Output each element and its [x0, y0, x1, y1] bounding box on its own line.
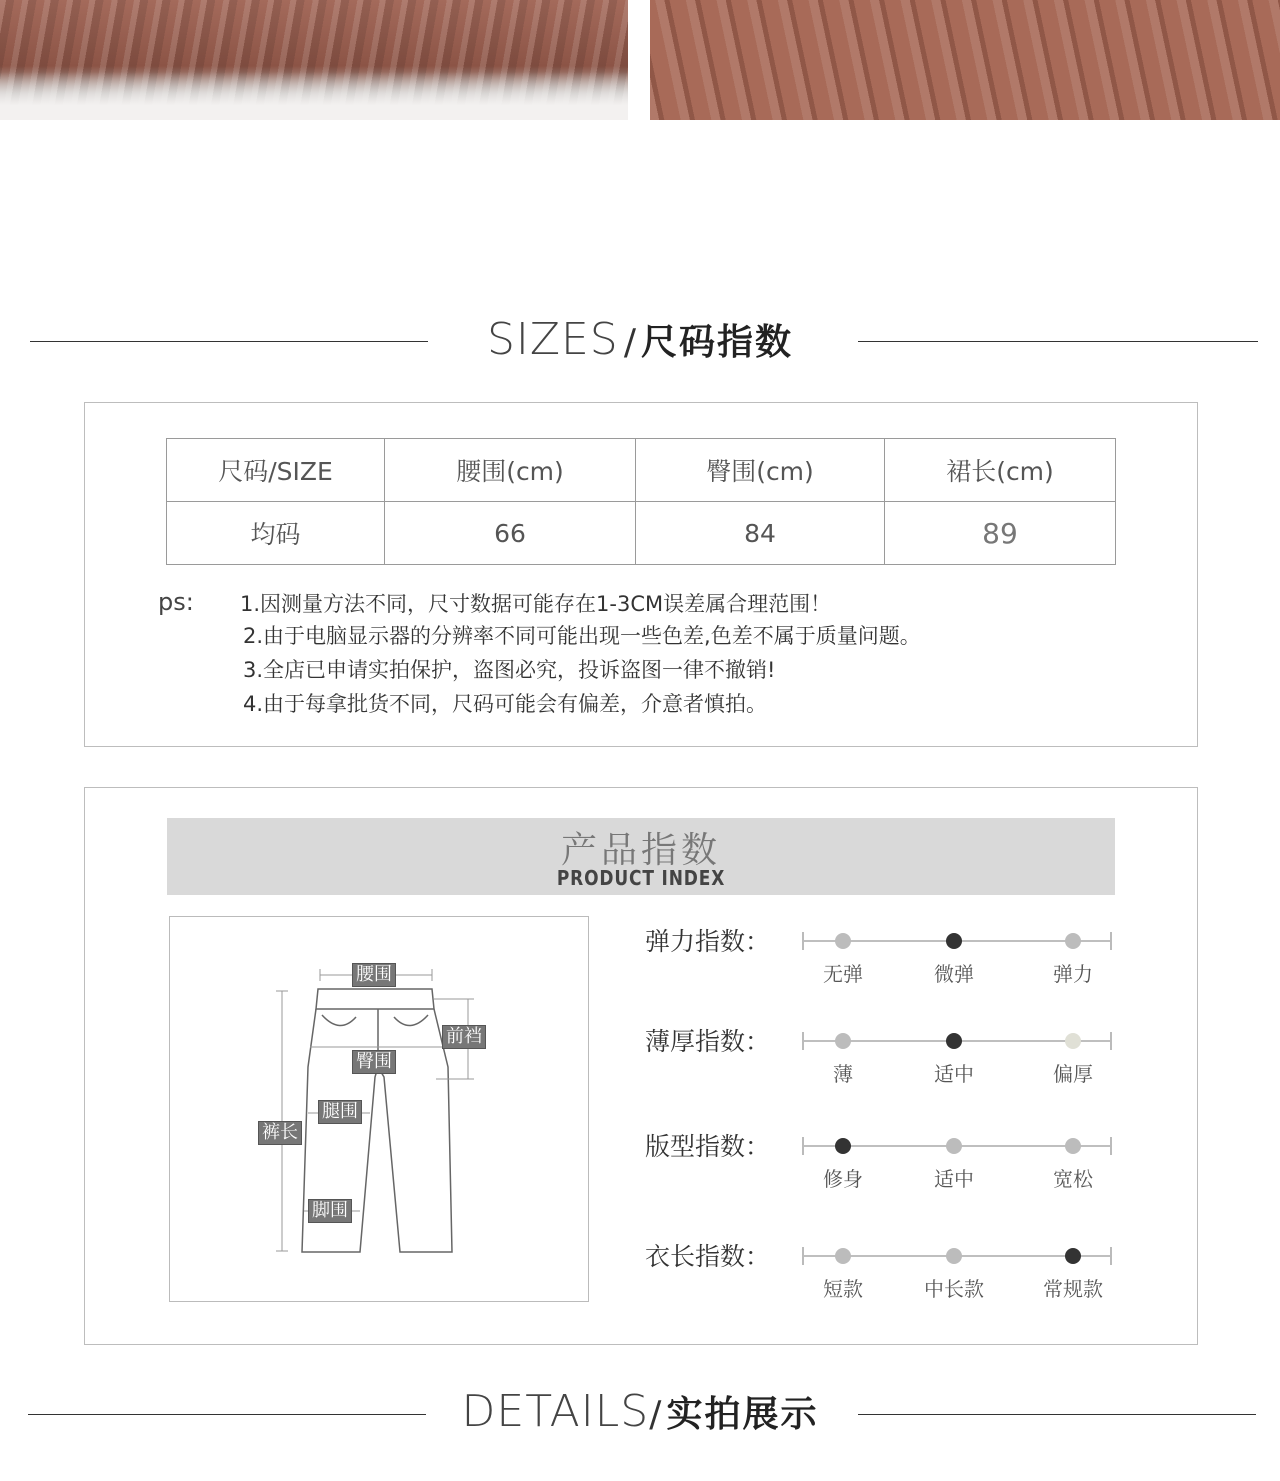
index-option-label: 宽松	[1053, 1167, 1093, 1191]
diagram-label-rise: 前裆	[442, 1025, 486, 1049]
index-option-label: 适中	[934, 1167, 974, 1191]
diagram-label-hem: 脚围	[308, 1199, 352, 1223]
index-option-label: 薄	[833, 1062, 853, 1086]
index-track-end	[1110, 1137, 1112, 1155]
index-option-label: 修身	[823, 1167, 863, 1191]
size-table-cell: 均码	[167, 502, 385, 565]
size-table-header: 腰围(cm)	[385, 439, 636, 502]
notes-label: ps:	[158, 588, 194, 616]
size-table	[166, 438, 1116, 565]
sizes-heading	[0, 314, 1280, 365]
index-dot	[946, 1138, 962, 1154]
note-line: 4.由于每拿批货不同，尺码可能会有偏差，介意者慎拍。	[243, 692, 768, 716]
index-option-label: 适中	[934, 1062, 974, 1086]
index-dot-selected	[946, 1033, 962, 1049]
index-dot-selected	[1065, 1248, 1081, 1264]
index-option-label: 常规款	[1043, 1277, 1103, 1301]
index-track-end	[1110, 1247, 1112, 1265]
index-dot-selected	[946, 933, 962, 949]
index-option-label: 无弹	[823, 962, 863, 986]
index-row-label: 弹力指数：	[645, 927, 771, 956]
index-option-label: 微弹	[934, 962, 974, 986]
index-option-label: 中长款	[924, 1277, 984, 1301]
diagram-label-waist: 腰围	[352, 963, 396, 987]
size-table-header: 尺码/SIZE	[167, 439, 385, 502]
sizes-heading-slash: /	[623, 322, 636, 363]
details-heading-en: DETAILS	[461, 1386, 650, 1437]
index-dot	[835, 1248, 851, 1264]
details-heading-slash: /	[649, 1394, 662, 1435]
index-dot	[1065, 933, 1081, 949]
index-row-label: 衣长指数：	[645, 1242, 771, 1271]
product-photo-left	[0, 0, 628, 120]
note-line: 3.全店已申请实拍保护，盗图必究，投诉盗图一律不撤销!	[243, 658, 776, 682]
product-index-banner	[167, 818, 1115, 895]
index-dot	[835, 933, 851, 949]
size-table-header-row	[167, 439, 1116, 502]
index-row-label: 薄厚指数：	[645, 1027, 771, 1056]
sizes-heading-en: SIZES	[486, 314, 619, 365]
index-row-label: 版型指数：	[645, 1132, 771, 1161]
index-dot	[1065, 1138, 1081, 1154]
index-track-end	[802, 1247, 804, 1265]
index-track-end	[1110, 932, 1112, 950]
diagram-label-length: 裤长	[258, 1121, 302, 1145]
note-line: 2.由于电脑显示器的分辨率不同可能出现一些色差,色差不属于质量问题。	[243, 624, 921, 648]
size-table-cell: 89	[885, 502, 1116, 565]
index-track-end	[802, 1137, 804, 1155]
product-photo-right	[650, 0, 1280, 120]
size-table-cell: 66	[385, 502, 636, 565]
index-option-label: 偏厚	[1053, 1062, 1093, 1086]
product-index-title-en: PRODUCT INDEX	[556, 866, 726, 890]
size-table-header: 臀围(cm)	[636, 439, 885, 502]
pants-diagram	[169, 916, 589, 1302]
diagram-label-thigh: 腿围	[318, 1100, 362, 1124]
table-row	[167, 502, 1116, 565]
index-track-end	[802, 932, 804, 950]
index-track-end	[802, 1032, 804, 1050]
sizes-heading-zh: 尺码指数	[641, 322, 794, 363]
index-dot-selected	[835, 1138, 851, 1154]
size-table-header: 裙长(cm)	[885, 439, 1116, 502]
details-heading	[0, 1386, 1280, 1437]
details-heading-zh: 实拍展示	[666, 1394, 819, 1435]
size-table-cell: 84	[636, 502, 885, 565]
index-track-end	[1110, 1032, 1112, 1050]
index-option-label: 弹力	[1053, 962, 1093, 986]
index-dot	[835, 1033, 851, 1049]
index-dot	[1065, 1033, 1081, 1049]
product-index-title-zh: 产品指数	[560, 830, 721, 871]
index-option-label: 短款	[823, 1277, 863, 1301]
note-line: 1.因测量方法不同，尺寸数据可能存在1-3CM误差属合理范围！	[240, 592, 832, 616]
diagram-label-hip: 臀围	[352, 1050, 396, 1074]
index-dot	[946, 1248, 962, 1264]
